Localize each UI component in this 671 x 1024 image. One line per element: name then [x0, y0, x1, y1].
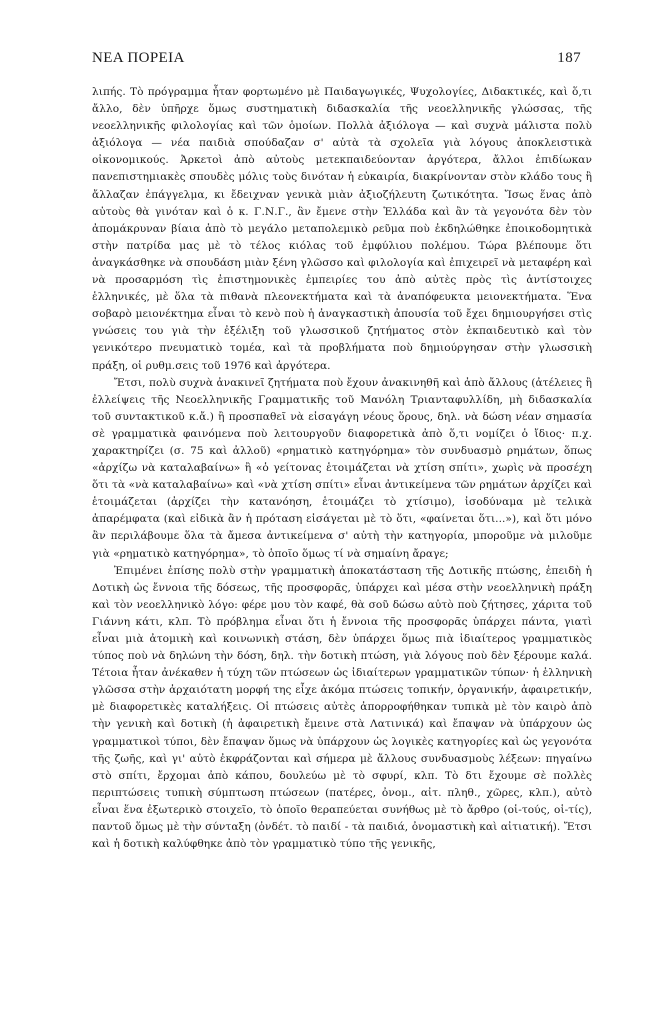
article-body: [92, 84, 592, 853]
running-header: [92, 50, 581, 67]
journal-title: ΝΕΑ ΠΟΡΕΙΑ: [92, 50, 185, 66]
paragraph: λιπής. Τὸ πρόγραμμα ἦταν φορτωμένο μὲ Παιδαγωγικές, Ψυχολογίες, Διδακτικές, καὶ ὅ,τι ἄλλο, δὲν ὑπῆρχε ὅμως συστηματικὴ διδασκαλία τῆς νεοελληνικῆς γλώσσας, τῆς νεοελληνικῆς φιλολογίας καὶ τῶν ὁμοίων. Πολλὰ ἀξιόλογα — καὶ συχνὰ μάλιστα πολὺ ἀξιόλογα — νέα παιδιὰ σπούδαζαν σ' αὐτὰ τὰ σχολεῖα γιὰ λόγους ἀποκλειστικὰ οἰκονομικούς. Ἀρκετοὶ ἀπὸ αὐτοὺς μετεκπαιδεύονταν ἀργότερα, ἄλλοι ἐπιδίωκαν πανεπιστημιακὲς σπουδὲς μόλις τοὺς δινόταν ἡ εὐκαιρία, διακρίνονταν στὸν κλάδο τους ἢ ἄλλαζαν ἐπάγγελμα, κι ἔδειχναν γενικὰ μιὰν ἀξιοζήλευτη ζωτικότητα. Ἴσως ἕνας ἀπὸ αὐτοὺς θὰ γινόταν καὶ ὁ κ. Γ.Ν.Γ., ἂν ἔμενε στὴν Ἑλλάδα καὶ ἂν τὰ γεγονότα δὲν τὸν ἀπομάκρυναν βίαια ἀπὸ τὸ μεγάλο μεταπολεμικὸ ρεῦμα ποὺ ἐκδηλώθηκε ἐποικοδομητικὰ στὴν πατρίδα μας μὲ τὸ τέλος κιόλας τοῦ ἐμφύλιου πολέμου. Τώρα βλέπουμε ὅτι ἀναγκάσθηκε νὰ σπουδάση μιὰν ξένη γλῶσσο καὶ φιλολογία καὶ ἐπιχειρεῖ νὰ μεταφέρη καὶ νὰ προσαρμόση τὶς ἐπιστημονικὲς ἐμπειρίες του ἀπὸ αὐτὲς πρὸς τὶς ἀντίστοιχες ἑλληνικές, μὲ ὅλα τὰ πιθανὰ πλεονεκτήματα καὶ τὰ ἀναπόφευκτα μειονεκτήματα. Ἕνα σοβαρὸ μειονέκτημα εἶναι τὸ κενὸ ποὺ ἡ ἀναγκαστικὴ ἀπουσία τοῦ ἔχει δημιουργήσει στὶς γνώσεις του γιὰ τὴν ἐξέλιξη τοῦ γλωσσικοῦ ζητήματος στὸν ἐκπαιδευτικὸ καὶ τὸν γενικότερο πνευματικὸ τομέα, καὶ τὰ προβλήματα ποὺ δημιούργησαν στὴν γλωσσικὴ πράξη, οἱ ρυθμ.σεις τοῦ 1976 καὶ ἀργότερα.: [92, 86, 592, 372]
page-number: 187: [557, 50, 581, 66]
paragraph: Ἔτσι, πολὺ συχνὰ ἀνακινεῖ ζητήματα ποὺ ἔχουν ἀνακινηθῆ καὶ ἀπὸ ἄλλους (ἀτέλειες ἢ ἐλλείψεις τῆς Νεοελληνικῆς Γραμματικῆς τοῦ Μανόλη Τριανταφυλλίδη, μὴ διδασκαλία τοῦ συντακτικοῦ κ.ἄ.) ἢ προσπαθεῖ νὰ εἰσαγάγη νέους ὅρους, δηλ. νὰ δώση νέαν σημασία σὲ γραμματικὰ φαινόμενα ποὺ λειτουργοῦν διαφορετικὰ ἀπὸ ὅ,τι νομίζει ὁ ἴδιος· π.χ. χαρακτηρίζει (σ. 75 καὶ ἀλλοῦ) «ρηματικὸ κατηγόρημα» τὸν συνδυασμὸ ρημάτων, ὅπως «ἀρχίζω νὰ καταλαβαίνω» ἢ «ὁ γείτονας ἑτοιμάζεται νὰ χτίση σπίτι», χωρὶς νὰ προσέχη ὅτι τὰ «νὰ καταλαβαίνω» καὶ «νὰ χτίση σπίτι» εἶναι ἀντικείμενα τῶν ρημάτων ἀρχίζει καὶ ἑτοιμάζεται (ἀρχίζει τὴν κατανόηση, ἑτοιμάζει τὸ χτίσιμο), ἰσοδύναμα μὲ τελικὰ ἀπαρέμφατα (καὶ εἰδικὰ ἂν ἡ πρόταση εἰσάγεται μὲ τὸ ὅτι, «φαίνεται ὅτι...»), καὶ ὅτι μόνο ἂν περιλάβουμε ὅλα τὰ ἄμεσα ἀντικείμενα σ' αὐτὴ τὴν κατηγορία, μποροῦμε νὰ μιλοῦμε γιὰ «ρηματικὸ κατηγόρημα», τὸ ὁποῖο ὅμως τί νὰ σημαίνη ἄραγε;: [92, 376, 592, 560]
paragraph: Ἐπιμένει ἐπίσης πολὺ στὴν γραμματικὴ ἀποκατάσταση τῆς Δοτικῆς πτώσης, ἐπειδὴ ἡ Δοτικὴ ὡς ἔννοια τῆς δόσεως, τῆς προσφορᾶς, ὑπάρχει καὶ μέσα στὴν νεοελληνικὴ πράξη καὶ τὸν νεοελληνικὸ λόγο: φέρε μου τὸν καφέ, θὰ σοῦ δώσω αὐτὸ ποὺ ζήτησες, χάριτα τοῦ Γιάννη κάτι, κλπ. Τὸ πρόβλημα εἶναι ὅτι ἡ ἔννοια τῆς προσφορᾶς ὑπάρχει πάντα, γιατὶ εἶναι μιὰ ἀτομικὴ καὶ κοινωνικὴ στάση, δὲν ὑπάρχει ὅμως πιὰ ἰδιαίτερος γραμματικὸς τύπος ποὺ νὰ δηλώνη τὴν δόση, δηλ. τὴν δοτικὴ πτώση, γιὰ λόγους ποὺ δὲν ξέρουμε καλά. Τέτοια ἦταν ἀνέκαθεν ἡ τύχη τῶν πτώσεων ὡς ἰδιαίτερων γραμματικῶν τύπων· ἡ ἑλληνικὴ γλῶσσα στὴν ἀρχαιότατη μορφή της εἶχε ἀκόμα πτώσεις τοπικήν, ὀργανικήν, ἀφαιρετικήν, μὲ διαφορετικὲς καταλήξεις. Οἱ πτώσεις αὐτὲς ἀπορροφήθηκαν τυπικὰ μὲ τὸν καιρὸ ἀπὸ τὴν γενικὴ καὶ δοτικὴ (ἡ ἀφαιρετικὴ ἔμεινε στὰ Λατινικά) καὶ ἔπαψαν νὰ ὑπάρχουν ὡς γραμματικοὶ τύποι, δὲν ἔπαψαν ὅμως νὰ ὑπάρχουν ὡς λογικὲς κατηγορίες καὶ ὡς γεγονότα τῆς ζωῆς, καὶ γι' αὐτὸ ἐκφράζονται καὶ σήμερα μὲ ἄλλους συνδυασμοὺς λέξεων: πηγαίνω στὸ σπίτι, ἔρχομαι ἀπὸ κάπου, δουλεύω μὲ τὸ σφυρί, κλπ. Τὸ δτι ἔχουμε σὲ πολλὲς περιπτώσεις τυπικὴ σύμπτωση πτώσεων (πατέρες, ὀνομ., αἰτ. πληθ., χῶρες, κλπ.), αὐτὸ εἶναι ἕνα ἐξωτερικὸ στοιχεῖο, τὸ ὁποῖο θεραπεύεται συνήθως μὲ τὸ ἄρθρο (οἱ-τούς, οἱ-τίς), παντοῦ ὅμως μὲ τὴν σύνταξη (ὀνδέτ. τὸ παιδί - τὰ παιδιά, ὀνομαστικὴ καὶ αἰτιατική). Ἔτσι καὶ ἡ δοτικὴ καλύφθηκε ἀπὸ τὸν γραμματικὸ τύπο τῆς γενικῆς,: [92, 564, 592, 851]
